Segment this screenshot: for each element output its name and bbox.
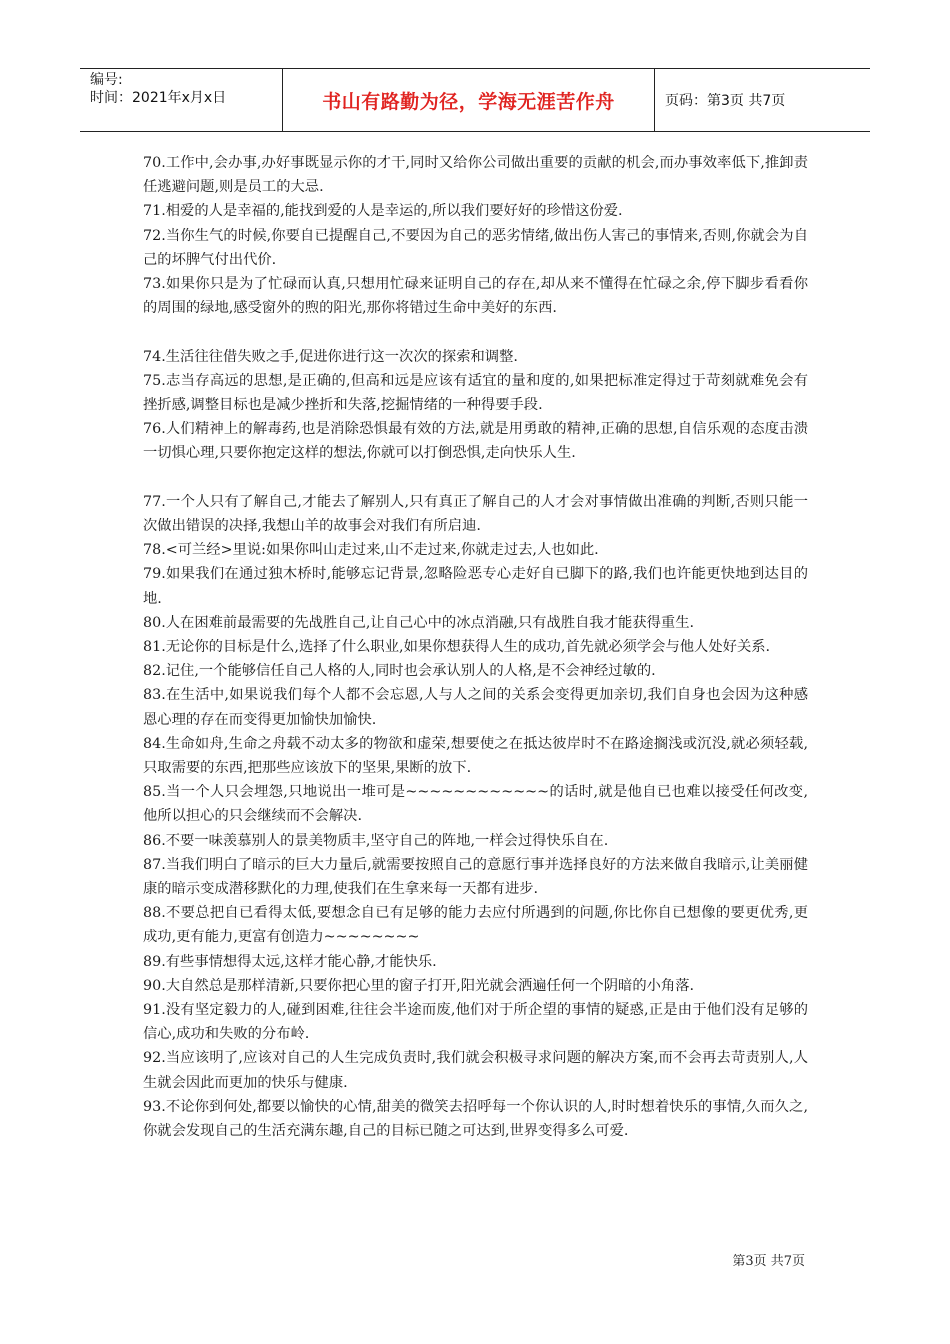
paragraph-spacer [143,466,808,490]
body-paragraph: 86.不要一味羡慕别人的景美物质丰,坚守自己的阵地,一样会过得快乐自在. [143,832,609,849]
body-paragraph: 71.相爱的人是幸福的,能找到爱的人是幸运的,所以我们要好好的珍惜这份爱. [143,203,623,220]
body-paragraph: 80.人在困难前最需要的先战胜自己,让自己心中的冰点消融,只有战胜自我才能获得重生. [143,614,695,631]
header-meta [80,69,283,131]
body-paragraph: 83.在生活中,如果说我们每个人都不会忘恩,人与人之间的关系会变得更加亲切,我们自身也会因为这种感恩心理的存在而变得更加愉快加愉快. [143,687,808,728]
body-paragraph: 90.大自然总是那样清新,只要你把心里的窗子打开,阳光就会洒遍任何一个阴暗的小角落. [143,977,695,994]
body-paragraph: 84.生命如舟,生命之舟载不动太多的物欲和虚荣,想要使之在抵达彼岸时不在路途搁浅或沉没,就必须轻载,只取需要的东西,把那些应该放下的坚果,果断的放下. [143,735,808,777]
body-paragraph: 70.工作中,会办事,办好事既显示你的才干,同时又给你公司做出重要的贡献的机会,而办事效率低下,推卸责任逃避问题,则是员工的大忌. [143,155,808,196]
body-paragraph: 77.一个人只有了解自己,才能去了解别人,只有真正了解自己的人才会对事情做出准确的判断,否则只能一次做出错误的决择,我想山羊的故事会对我们有所启迪. [143,493,808,535]
body-paragraph: 82.记住,一个能够信任自己人格的人,同时也会承认别人的人格,是不会神经过敏的. [143,663,656,680]
body-paragraph: 79.如果我们在通过独木桥时,能够忘记背景,忽略险恶专心走好自已脚下的路,我们也许能更快地到达目的地. [143,566,808,607]
page-footer: 第3页 共7页 [732,1254,805,1269]
body-paragraph: 88.不要总把自已看得太低,要想念自已有足够的能力去应付所遇到的问题,你比你自已想像的要更优秀,更成功,更有能力,更富有创造力~~~~~~~~ [143,905,808,946]
body-paragraph: 75.志当存高远的思想,是正确的,但高和远是应该有适宜的量和度的,如果把标准定得过于苛刻就难免会有挫折感,调整目标也是减少挫折和失落,挖掘情绪的一种得要手段. [143,372,808,414]
body-paragraph: 78.<可兰经>里说:如果你叫山走过来,山不走过来,你就走过去,人也如此. [143,542,599,559]
body-paragraph: 89.有些事情想得太远,这样才能心静,才能快乐. [143,953,437,970]
page-header [80,68,870,132]
header-page-label: 页码：第3页 共7页 [665,93,786,109]
paragraph-spacer [143,320,808,344]
body-paragraph: 72.当你生气的时候,你要自已提醒自己,不要因为自己的恶劣情绪,做出伤人害己的事情来,否则,你就会为自己的坏脾气付出代价. [143,227,808,268]
body-paragraph: 92.当应该明了,应该对自己的人生完成负责时,我们就会积极寻求问题的解决方案,而不会再去苛责别人,人生就会因此而更加的快乐与健康. [143,1050,808,1091]
body-paragraph: 73.如果你只是为了忙碌而认真,只想用忙碌来证明自己的存在,却从来不懂得在忙碌之余,停下脚步看看你的周围的绿地,感受窗外的煦的阳光,那你将错过生命中美好的东西. [143,276,808,317]
body-paragraph: 76.人们精神上的解毒药,也是消除恐惧最有效的方法,就是用勇敢的精神,正确的思想,自信乐观的态度击溃一切惧心理,只要你抱定这样的想法,你就可以打倒恐惧,走向快乐人生. [143,421,808,462]
document-body [143,151,808,1143]
body-paragraph: 85.当一个人只会埋怨,只地说出一堆可是~~~~~~~~~~~~的话时,就是他自已也难以接受任何改变,他所以担心的只会继续而不会解决. [143,784,808,825]
body-paragraph: 81.无论你的目标是什么,选择了什么职业,如果你想获得人生的成功,首先就必须学会与他人处好关系. [143,639,771,656]
body-paragraph: 91.没有坚定毅力的人,碰到困难,往往会半途而废,他们对于所企望的事情的疑惑,正是由于他们没有足够的信心,成功和失败的分布岭. [143,1002,808,1043]
body-paragraph: 87.当我们明白了暗示的巨大力量后,就需要按照自己的意愿行事并选择良好的方法来做自我暗示,让美丽健康的暗示变成潜移默化的力理,使我们在生拿来每一天都有进步. [143,856,808,898]
header-code-label: 编号: [90,72,123,88]
body-paragraph: 93.不论你到何处,都要以愉快的心情,甜美的微笑去招呼每一个你认识的人,时时想着快乐的事情,久而久之,你就会发现自己的生活充满东趣,自己的目标已随之可达到,世界变得多么可爱. [143,1098,808,1140]
body-paragraph: 74.生活往往借失败之手,促进你进行这一次次的探索和调整. [143,348,518,365]
header-time-label: 时间：2021年x月x日 [90,90,227,106]
header-motto: 书山有路勤为径，学海无涯苦作舟 [283,69,655,131]
